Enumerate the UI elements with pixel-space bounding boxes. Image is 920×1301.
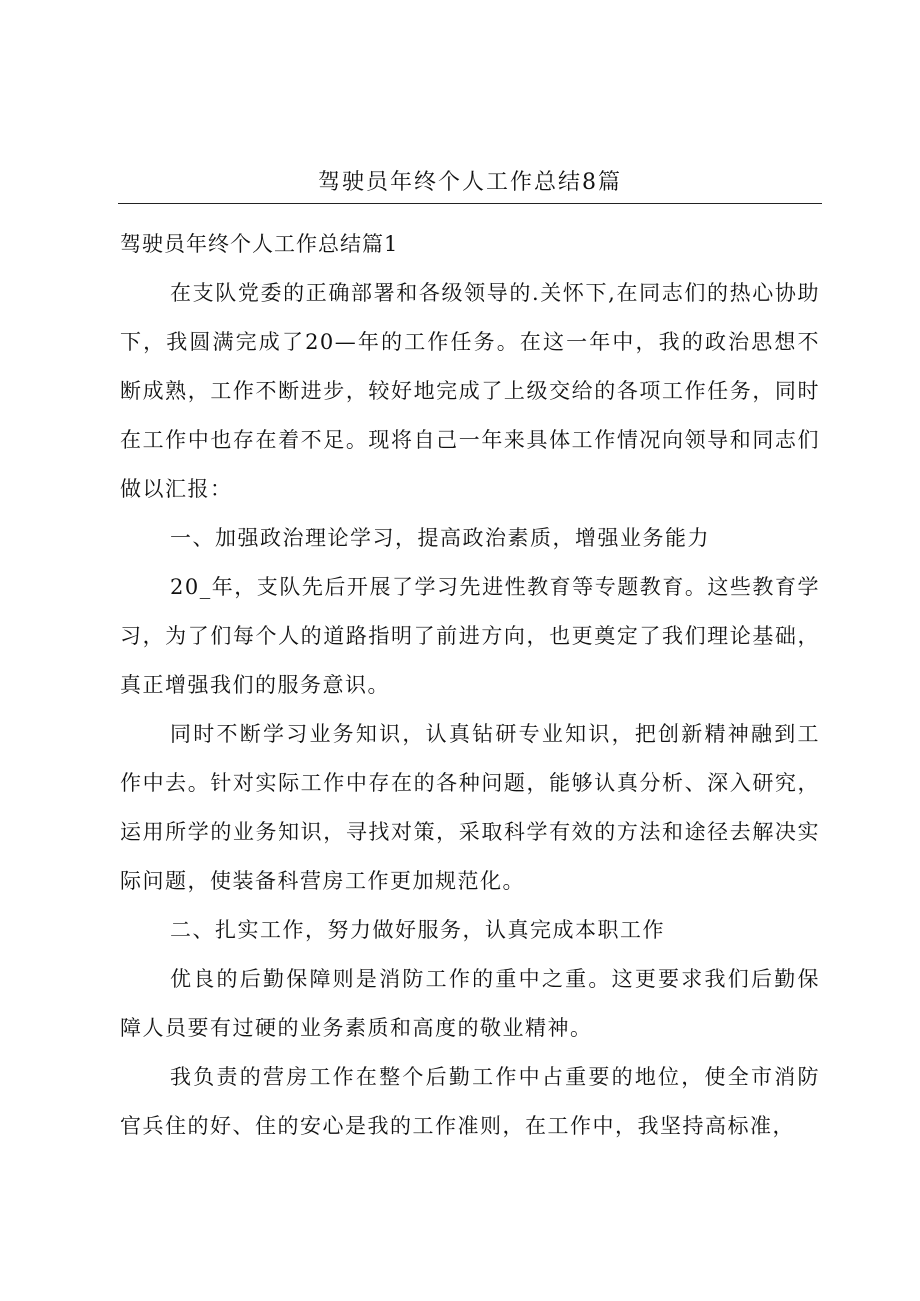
- subsection-heading: 一、加强政治理论学习，提高政治素质，增强业务能力: [170, 526, 710, 550]
- document-body: [120, 220, 820, 1151]
- paragraph: 在支队党委的正确部署和各级领导的.关怀下,在同志们的热心协助下，我圆满完成了20—年的工作任务。在这一年中，我的政治思想不断成熟，工作不断进步，较好地完成了上级交给的各项工作任务，同时在工作中也存在着不足。现将自己一年来具体工作情况向领导和同志们做以汇报：: [120, 281, 820, 501]
- title-underline: [118, 203, 822, 204]
- paragraph: 优良的后勤保障则是消防工作的重中之重。这更要求我们后勤保障人员要有过硬的业务素质和高度的敬业精神。: [120, 967, 820, 1040]
- subsection-heading: 二、扎实工作，努力做好服务，认真完成本职工作: [170, 918, 665, 942]
- paragraph: 20_年，支队先后开展了学习先进性教育等专题教育。这些教育学习，为了们每个人的道路指明了前进方向，也更奠定了我们理论基础，真正增强我们的服务意识。: [120, 575, 820, 697]
- paragraph: 我负责的营房工作在整个后勤工作中占重要的地位，使全市消防官兵住的好、住的安心是我的工作准则，在工作中，我坚持高标准，: [120, 1065, 820, 1138]
- paragraph: 同时不断学习业务知识，认真钻研专业知识，把创新精神融到工作中去。针对实际工作中存在的各种问题，能够认真分析、深入研究，运用所学的业务知识，寻找对策，采取科学有效的方法和途径去解决实际问题，使装备科营房工作更加规范化。: [120, 722, 820, 893]
- section-title: 驾驶员年终个人工作总结篇1: [120, 232, 399, 256]
- document-title: 驾驶员年终个人工作总结8篇: [318, 170, 622, 195]
